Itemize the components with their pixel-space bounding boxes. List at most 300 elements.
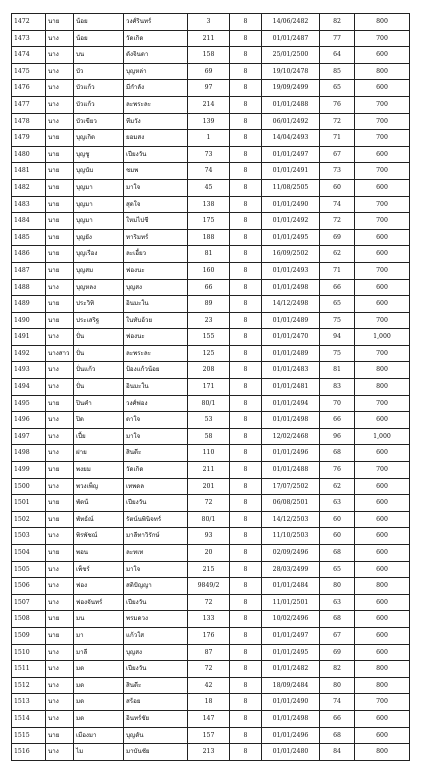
birth-date-cell: 12/02/2468 [262,428,320,445]
first-name-cell: ฟองจันทร์ [74,594,124,611]
allowance-amount-cell: 700 [355,345,410,362]
allowance-amount-cell: 700 [355,130,410,147]
age-cell: 62 [320,246,355,263]
house-number-cell: 176 [188,627,230,644]
first-name-cell: มด [74,661,124,678]
surname-cell: มาบันชัย [124,744,188,761]
surname-cell: แก้วใส [124,627,188,644]
record-number-cell: 1476 [12,80,46,97]
first-name-cell: บุญสม [74,262,124,279]
house-number-cell: 9849/2 [188,578,230,595]
allowance-amount-cell: 800 [355,578,410,595]
house-number-cell: 72 [188,495,230,512]
age-cell: 81 [320,362,355,379]
allowance-amount-cell: 700 [355,262,410,279]
surname-cell: ละพระละ [124,96,188,113]
birth-date-cell: 14/12/2498 [262,296,320,313]
birth-date-cell: 19/10/2478 [262,63,320,80]
title-prefix-cell: นาง [46,528,74,545]
first-name-cell: พวงเพ็ญ [74,478,124,495]
age-cell: 68 [320,611,355,628]
title-prefix-cell: นาย [46,727,74,744]
house-number-cell: 72 [188,661,230,678]
age-cell: 65 [320,296,355,313]
village-moo-cell: 8 [230,130,262,147]
title-prefix-cell: นาง [46,644,74,661]
surname-cell: มาใจ [124,561,188,578]
title-prefix-cell: นาย [46,312,74,329]
first-name-cell: ไม [74,744,124,761]
allowance-amount-cell: 600 [355,146,410,163]
table-row [12,445,410,462]
record-number-cell: 1493 [12,362,46,379]
allowance-amount-cell: 700 [355,312,410,329]
title-prefix-cell: นาง [46,113,74,130]
table-row [12,561,410,578]
surname-cell: สร้อย [124,694,188,711]
birth-date-cell: 25/01/2500 [262,47,320,64]
title-prefix-cell: นาง [46,30,74,47]
village-moo-cell: 8 [230,428,262,445]
birth-date-cell: 01/01/2487 [262,30,320,47]
title-prefix-cell: นาง [46,362,74,379]
age-cell: 65 [320,561,355,578]
age-cell: 68 [320,445,355,462]
allowance-amount-cell: 600 [355,545,410,562]
record-number-cell: 1477 [12,96,46,113]
village-moo-cell: 8 [230,179,262,196]
allowance-amount-cell: 700 [355,196,410,213]
surname-cell: ละเอี้ยว [124,246,188,263]
first-name-cell: บัวแก้ว [74,80,124,97]
age-cell: 66 [320,279,355,296]
village-moo-cell: 8 [230,229,262,246]
record-number-cell: 1503 [12,528,46,545]
table-row [12,179,410,196]
surname-cell: ป้องแก้วน้อย [124,362,188,379]
house-number-cell: 97 [188,80,230,97]
record-number-cell: 1486 [12,246,46,263]
village-moo-cell: 8 [230,345,262,362]
age-cell: 96 [320,428,355,445]
first-name-cell: มด [74,710,124,727]
house-number-cell: 211 [188,462,230,479]
first-name-cell: ฟอง [74,578,124,595]
village-moo-cell: 8 [230,163,262,180]
house-number-cell: 214 [188,96,230,113]
age-cell: 66 [320,710,355,727]
table-row [12,495,410,512]
table-row [12,312,410,329]
age-cell: 76 [320,462,355,479]
title-prefix-cell: นาง [46,379,74,396]
allowance-amount-cell: 600 [355,511,410,528]
surname-cell: สติปัญญา [124,578,188,595]
house-number-cell: 18 [188,694,230,711]
allowance-amount-cell: 800 [355,661,410,678]
record-number-cell: 1494 [12,379,46,396]
birth-date-cell: 01/01/2490 [262,694,320,711]
record-number-cell: 1497 [12,428,46,445]
title-prefix-cell: นาง [46,96,74,113]
birth-date-cell: 01/01/2495 [262,644,320,661]
house-number-cell: 147 [188,710,230,727]
table-row [12,462,410,479]
first-name-cell: เปี้ย [74,428,124,445]
title-prefix-cell: นาย [46,395,74,412]
allowance-amount-cell: 800 [355,63,410,80]
table-row [12,96,410,113]
record-number-cell: 1510 [12,644,46,661]
birth-date-cell: 02/09/2496 [262,545,320,562]
surname-cell: เปียงวัน [124,146,188,163]
title-prefix-cell: นาย [46,462,74,479]
village-moo-cell: 8 [230,146,262,163]
age-cell: 94 [320,329,355,346]
record-number-cell: 1492 [12,345,46,362]
first-name-cell: บุญมา [74,213,124,230]
house-number-cell: 58 [188,428,230,445]
table-body [12,14,410,761]
allowance-amount-cell: 600 [355,445,410,462]
allowance-amount-cell: 600 [355,644,410,661]
record-number-cell: 1500 [12,478,46,495]
table-row [12,710,410,727]
birth-date-cell: 01/01/2494 [262,395,320,412]
age-cell: 73 [320,163,355,180]
allowance-amount-cell: 700 [355,462,410,479]
village-moo-cell: 8 [230,412,262,429]
house-number-cell: 211 [188,30,230,47]
table-row [12,163,410,180]
table-row [12,627,410,644]
record-number-cell: 1495 [12,395,46,412]
record-number-cell: 1514 [12,710,46,727]
title-prefix-cell: นาย [46,627,74,644]
first-name-cell: ฝาย [74,445,124,462]
first-name-cell: มน [74,611,124,628]
allowance-amount-cell: 800 [355,14,410,31]
title-prefix-cell: นาย [46,196,74,213]
age-cell: 82 [320,661,355,678]
record-number-cell: 1502 [12,511,46,528]
first-name-cell: บน [74,47,124,64]
birth-date-cell: 19/09/2499 [262,80,320,97]
title-prefix-cell: นาง [46,80,74,97]
surname-cell: วงศ์ฟอง [124,395,188,412]
table-row [12,345,410,362]
surname-cell: สุดใจ [124,196,188,213]
record-number-cell: 1475 [12,63,46,80]
record-number-cell: 1484 [12,213,46,230]
first-name-cell: ปินคำ [74,395,124,412]
age-cell: 60 [320,528,355,545]
surname-cell: วงศ์รินทร์ [124,14,188,31]
title-prefix-cell: นาง [46,47,74,64]
house-number-cell: 81 [188,246,230,263]
allowance-amount-cell: 600 [355,594,410,611]
first-name-cell: ปั่น [74,329,124,346]
surname-cell: ฟองนะ [124,262,188,279]
record-number-cell: 1501 [12,495,46,512]
first-name-cell: บัวเขียว [74,113,124,130]
record-number-cell: 1507 [12,594,46,611]
surname-cell: รัตน์นพินิจทร์ [124,511,188,528]
title-prefix-cell: นาย [46,213,74,230]
allowance-amount-cell: 600 [355,47,410,64]
first-name-cell: มาลี [74,644,124,661]
age-cell: 68 [320,545,355,562]
age-cell: 62 [320,478,355,495]
surname-cell: บุญสง [124,279,188,296]
birth-date-cell: 01/01/2497 [262,627,320,644]
village-moo-cell: 8 [230,710,262,727]
house-number-cell: 188 [188,229,230,246]
village-moo-cell: 8 [230,611,262,628]
village-moo-cell: 8 [230,30,262,47]
age-cell: 75 [320,345,355,362]
birth-date-cell: 14/04/2493 [262,130,320,147]
title-prefix-cell: นาย [46,229,74,246]
birth-date-cell: 11/08/2505 [262,179,320,196]
title-prefix-cell: นาย [46,163,74,180]
title-prefix-cell: นาง [46,279,74,296]
house-number-cell: 42 [188,677,230,694]
surname-cell: บุญสง [124,644,188,661]
surname-cell: อินมะใน [124,379,188,396]
village-moo-cell: 8 [230,528,262,545]
allowance-amount-cell: 600 [355,296,410,313]
allowance-amount-cell: 700 [355,113,410,130]
title-prefix-cell: นาง [46,677,74,694]
table-row [12,661,410,678]
village-moo-cell: 8 [230,478,262,495]
village-moo-cell: 8 [230,578,262,595]
beneficiary-table [11,13,410,761]
birth-date-cell: 14/06/2482 [262,14,320,31]
title-prefix-cell: นาง [46,63,74,80]
surname-cell: วัดเกิด [124,462,188,479]
first-name-cell: บุญมา [74,196,124,213]
house-number-cell: 201 [188,478,230,495]
surname-cell: บุญตัน [124,727,188,744]
table-row [12,14,410,31]
house-number-cell: 139 [188,113,230,130]
age-cell: 82 [320,14,355,31]
first-name-cell: ประวิทิ [74,296,124,313]
birth-date-cell: 01/01/2482 [262,661,320,678]
first-name-cell: พัดน้ [74,495,124,512]
age-cell: 74 [320,196,355,213]
house-number-cell: 138 [188,196,230,213]
document-page [11,13,409,761]
age-cell: 65 [320,80,355,97]
village-moo-cell: 8 [230,395,262,412]
first-name-cell: บุญหลง [74,279,124,296]
record-number-cell: 1489 [12,296,46,313]
village-moo-cell: 8 [230,196,262,213]
table-row [12,329,410,346]
house-number-cell: 80/1 [188,395,230,412]
allowance-amount-cell: 600 [355,412,410,429]
title-prefix-cell: นาย [46,511,74,528]
first-name-cell: ปิด [74,412,124,429]
first-name-cell: ประเสริฐ [74,312,124,329]
table-row [12,594,410,611]
birth-date-cell: 01/01/2496 [262,445,320,462]
age-cell: 84 [320,744,355,761]
house-number-cell: 175 [188,213,230,230]
house-number-cell: 69 [188,63,230,80]
allowance-amount-cell: 600 [355,80,410,97]
record-number-cell: 1479 [12,130,46,147]
allowance-amount-cell: 800 [355,362,410,379]
first-name-cell: บุญมา [74,179,124,196]
first-name-cell: พิรพัชณ์ [74,528,124,545]
table-row [12,412,410,429]
birth-date-cell: 01/01/2483 [262,362,320,379]
surname-cell: อินทร์ชัย [124,710,188,727]
age-cell: 71 [320,130,355,147]
birth-date-cell: 01/01/2488 [262,96,320,113]
first-name-cell: มด [74,677,124,694]
house-number-cell: 1 [188,130,230,147]
allowance-amount-cell: 600 [355,246,410,263]
surname-cell: ยอมสง [124,130,188,147]
table-row [12,229,410,246]
birth-date-cell: 01/01/2496 [262,727,320,744]
age-cell: 75 [320,312,355,329]
house-number-cell: 213 [188,744,230,761]
house-number-cell: 215 [188,561,230,578]
table-row [12,113,410,130]
house-number-cell: 53 [188,412,230,429]
table-row [12,130,410,147]
village-moo-cell: 8 [230,362,262,379]
birth-date-cell: 06/01/2492 [262,113,320,130]
age-cell: 69 [320,229,355,246]
birth-date-cell: 01/01/2492 [262,213,320,230]
age-cell: 77 [320,30,355,47]
title-prefix-cell: นาย [46,146,74,163]
allowance-amount-cell: 600 [355,229,410,246]
house-number-cell: 73 [188,146,230,163]
house-number-cell: 125 [188,345,230,362]
village-moo-cell: 8 [230,296,262,313]
record-number-cell: 1473 [12,30,46,47]
house-number-cell: 74 [188,163,230,180]
table-row [12,246,410,263]
table-row [12,545,410,562]
birth-date-cell: 16/09/2502 [262,246,320,263]
village-moo-cell: 8 [230,279,262,296]
allowance-amount-cell: 600 [355,727,410,744]
house-number-cell: 66 [188,279,230,296]
title-prefix-cell: นาง [46,694,74,711]
birth-date-cell: 01/01/2484 [262,578,320,595]
age-cell: 85 [320,63,355,80]
surname-cell: มีกำลัง [124,80,188,97]
table-row [12,744,410,761]
title-prefix-cell: นาง [46,445,74,462]
allowance-amount-cell: 700 [355,163,410,180]
age-cell: 64 [320,47,355,64]
surname-cell: เปียงวัน [124,594,188,611]
title-prefix-cell: นาย [46,611,74,628]
allowance-amount-cell: 700 [355,694,410,711]
first-name-cell: มา [74,627,124,644]
village-moo-cell: 8 [230,445,262,462]
house-number-cell: 160 [188,262,230,279]
surname-cell: บุญหล่า [124,63,188,80]
surname-cell: เปียงวัน [124,661,188,678]
house-number-cell: 171 [188,379,230,396]
village-moo-cell: 8 [230,96,262,113]
first-name-cell: บุญเกิด [74,130,124,147]
surname-cell: เปียงวัน [124,495,188,512]
record-number-cell: 1511 [12,661,46,678]
record-number-cell: 1487 [12,262,46,279]
title-prefix-cell: นาง [46,594,74,611]
first-name-cell: บุญชู [74,146,124,163]
record-number-cell: 1513 [12,694,46,711]
village-moo-cell: 8 [230,312,262,329]
surname-cell: ละพระละ [124,345,188,362]
allowance-amount-cell: 1,000 [355,428,410,445]
village-moo-cell: 8 [230,511,262,528]
house-number-cell: 87 [188,644,230,661]
table-row [12,362,410,379]
house-number-cell: 110 [188,445,230,462]
birth-date-cell: 01/01/2495 [262,229,320,246]
surname-cell: อินมะใน [124,296,188,313]
age-cell: 69 [320,644,355,661]
age-cell: 60 [320,179,355,196]
title-prefix-cell: นาง [46,744,74,761]
title-prefix-cell: นาง [46,578,74,595]
village-moo-cell: 8 [230,47,262,64]
table-row [12,30,410,47]
house-number-cell: 158 [188,47,230,64]
birth-date-cell: 01/01/2489 [262,345,320,362]
village-moo-cell: 8 [230,661,262,678]
surname-cell: ทีมวัง [124,113,188,130]
table-row [12,262,410,279]
table-row [12,80,410,97]
table-row [12,63,410,80]
allowance-amount-cell: 700 [355,395,410,412]
surname-cell: ใหม่ไปชี [124,213,188,230]
table-row [12,296,410,313]
table-row [12,213,410,230]
birth-date-cell: 01/01/2497 [262,146,320,163]
village-moo-cell: 8 [230,113,262,130]
age-cell: 70 [320,395,355,412]
village-moo-cell: 8 [230,727,262,744]
first-name-cell: น้อย [74,30,124,47]
birth-date-cell: 01/01/2498 [262,279,320,296]
first-name-cell: บุญเรือง [74,246,124,263]
title-prefix-cell: นาย [46,246,74,263]
village-moo-cell: 8 [230,80,262,97]
village-moo-cell: 8 [230,14,262,31]
house-number-cell: 20 [188,545,230,562]
allowance-amount-cell: 600 [355,528,410,545]
surname-cell: ดาใจ [124,412,188,429]
title-prefix-cell: นาย [46,179,74,196]
house-number-cell: 45 [188,179,230,196]
first-name-cell: เมืองมา [74,727,124,744]
